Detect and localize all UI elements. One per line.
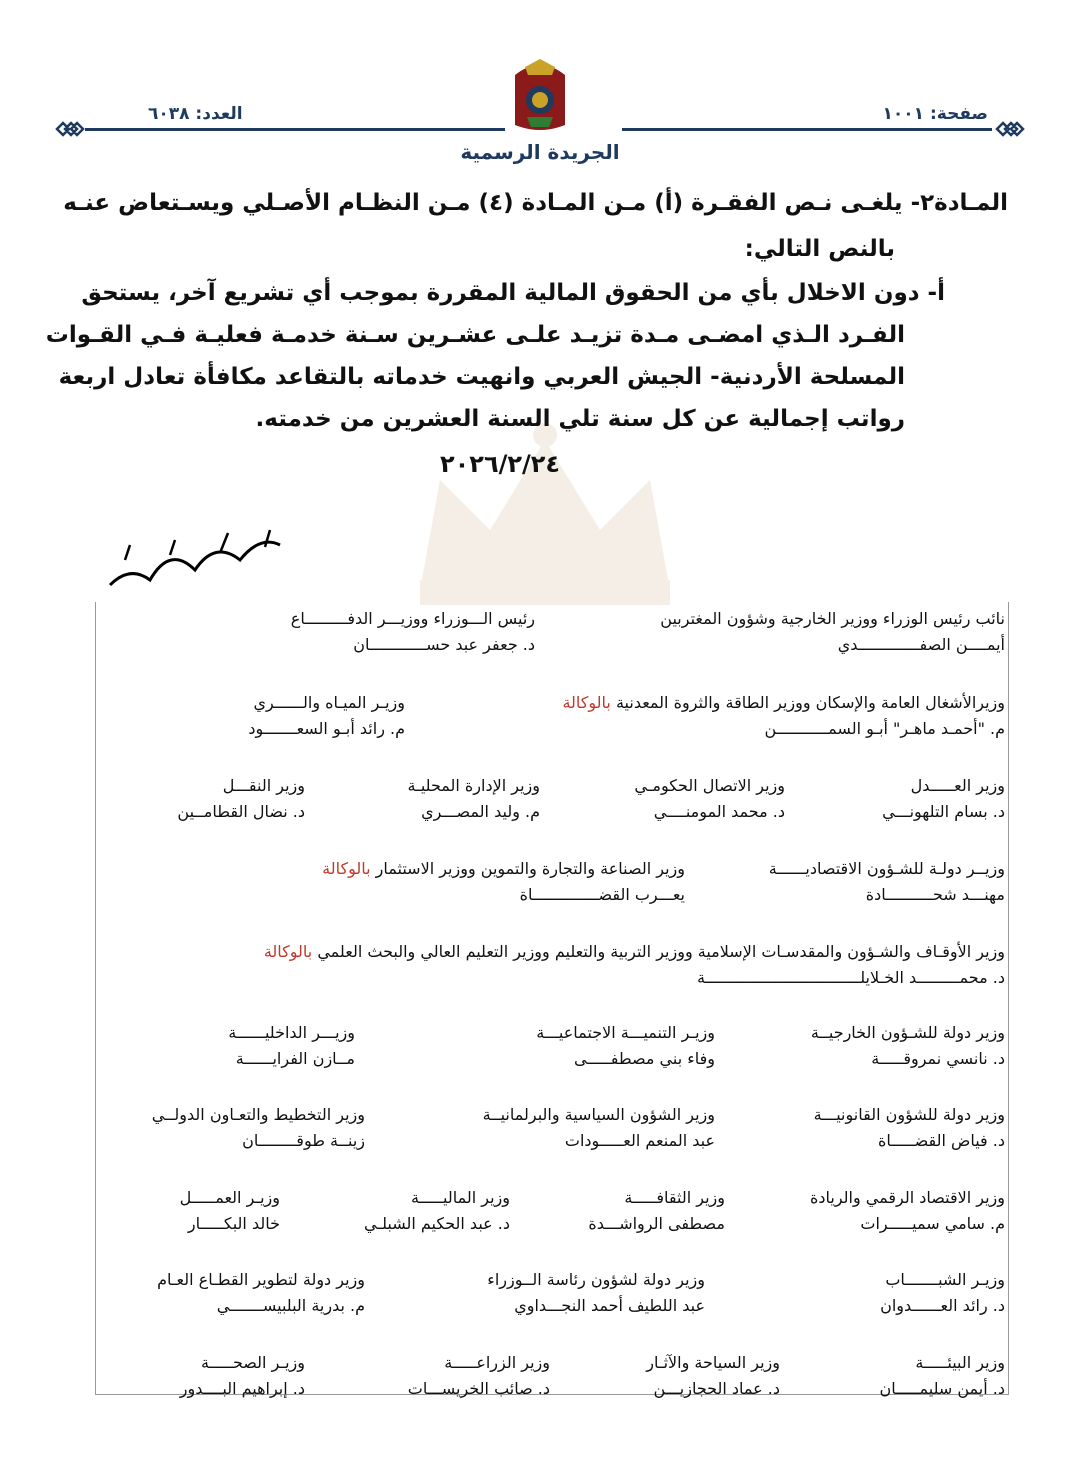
signatory-row (100, 939, 1005, 989)
signatory: وزيـر التنميـــة الاجتماعيـــة وفاء بني مصطفـــــى (536, 1023, 715, 1068)
article-line: الفـرد الـذي امضـى مـدة تزيـد علـى عشـرين سـنة خدمـة فعليـة فـي القـوات (45, 322, 905, 348)
signatory: وزيـر العمـــــل خالد البكـــــار (179, 1188, 280, 1233)
signatory: نائب رئيس الوزراء ووزير الخارجية وشؤون المغتربين أيمــــن الصفـــــــــــــدي (660, 609, 1005, 654)
signatory: وزير الماليـــــة د. عبد الحكيم الشبلـي (364, 1188, 510, 1233)
signatory: وزيـــر الداخليــــــة مــازن الفرايــــــة (228, 1023, 355, 1068)
signatory-row (100, 606, 1005, 656)
signatory: وزيـر الميـاه والــــــري م. رائد أبـو السعـــــــود (248, 693, 405, 738)
signatory-row (100, 856, 1005, 906)
signatory-row (100, 1185, 1005, 1235)
signatory: وزير الاتصال الحكومـي د. محمد المومنــــي (634, 776, 785, 821)
signatory: وزير العـــــدل د. بسام التلهونـــي (882, 776, 1005, 821)
signatory-row (100, 1020, 1005, 1070)
signatory: وزير الثقافـــــة مصطفى الرواشـــدة (588, 1188, 725, 1233)
signatory: وزير دولة للشؤون القانونيـــة د. فياض القضـــــاة (813, 1105, 1005, 1150)
ornament-knot-icon (995, 116, 1025, 142)
page-number: صفحة: ١٠٠١ (882, 104, 988, 124)
signatory: وزير التخطيط والتعـاون الدولــي زينــة طوقــــــــان (151, 1105, 365, 1150)
decree-date: ٢٠٢٦/٢/٢٤ (440, 450, 561, 478)
signatory: وزيــر دولـة للشـؤون الاقتصاديــــــة مهنـــد شحــــــــــادة (768, 859, 1005, 904)
signatory-row (100, 1267, 1005, 1317)
article-line: رواتب إجمالية عن كل سنة تلي السنة العشرين من خدمته. (255, 406, 905, 432)
signatory: وزير دولة لتطوير القطـاع العـام م. بدرية البلبيســـــــي (157, 1270, 365, 1315)
ornament-knot-icon (55, 116, 85, 142)
signatory: وزير دولة لشؤون رئاسة الــوزراء عبد اللطيف أحمد النجـــداوي (487, 1270, 705, 1315)
crown-watermark-icon (380, 410, 710, 610)
signatory: رئيس الـــوزراء ووزيـــر الدفـــــــــاع د. جعفر عبد حســــــــــــان (290, 609, 535, 654)
signatory: وزيـر الشبـــــــاب د. رائد العــــــدوان (880, 1270, 1005, 1315)
signatory: وزير الزراعـــــة د. صائب الخريســـات (407, 1353, 550, 1398)
coat-of-arms-icon (505, 55, 575, 135)
signatory: وزير البيئـــــة د. أيمن سليمـــــان (879, 1353, 1005, 1398)
signatory: وزير الإدارة المحليـة م. وليد المصـــري (407, 776, 540, 821)
signatory: وزير الاقتصاد الرقمي والريادة م. سامي سميـــــرات (809, 1188, 1005, 1233)
gazette-title: الجريدة الرسمية (460, 140, 620, 164)
signatory-row (100, 1350, 1005, 1400)
signatory: وزير السياحة والآثـار د. عماد الحجازيـــن (646, 1353, 780, 1398)
article-line: بالنص التالي: (744, 236, 895, 262)
signatory-row (100, 1102, 1005, 1152)
issue-number: العدد: ٦٠٣٨ (148, 104, 243, 124)
signatory: وزير الشؤون السياسية والبرلمانيــة عبد المنعم العـــــودات (482, 1105, 715, 1150)
signatory: وزير دولة للشـؤون الخارجيــة د. نانسي نمروقـــــة (810, 1023, 1005, 1068)
signatory: وزيرالأشغال العامة والإسكان ووزير الطاقة والثروة المعدنية بالوكالة م. "أحمـد ماهـر" أبـو السمـــــــــــن (562, 693, 1005, 738)
article-line: أ- دون الاخلال بأي من الحقوق المالية المقررة بموجب أي تشريع آخر، يستحق (81, 280, 945, 306)
signatory-row (100, 690, 1005, 740)
signatory: وزير النقـــل د. نضال القطامــين (177, 776, 305, 821)
article-line: المـادة٢- يلغـى نـص الفقـرة (أ) مـن المـادة (٤) مـن النظـام الأصـلي ويسـتعاض عنـه (63, 190, 1008, 216)
signatory: وزير الأوقـاف والشـؤون والمقدسـات الإسلامية ووزير التربية والتعليم ووزير التعليم العالي والبحث العلمي بالوكالة د. محمـــــــــد الخـلايلـــــــــــــــــــــــــــــــــة (263, 942, 1005, 987)
article-line: المسلحة الأردنية- الجيش العربي وانهيت خدماته بالتقاعد مكافأة تعادل اربعة (58, 364, 905, 390)
signatory: وزير الصناعة والتجارة والتموين ووزير الاستثمار بالوكالة يعـــرب القضــــــــــــــاة (322, 859, 685, 904)
signatory: وزيـر الصحـــــة د. إبراهيم البــــدور (179, 1353, 305, 1398)
header-rule-left (85, 128, 505, 131)
header-rule-right (622, 128, 992, 131)
royal-signature (100, 525, 290, 595)
signatory-row (100, 773, 1005, 823)
